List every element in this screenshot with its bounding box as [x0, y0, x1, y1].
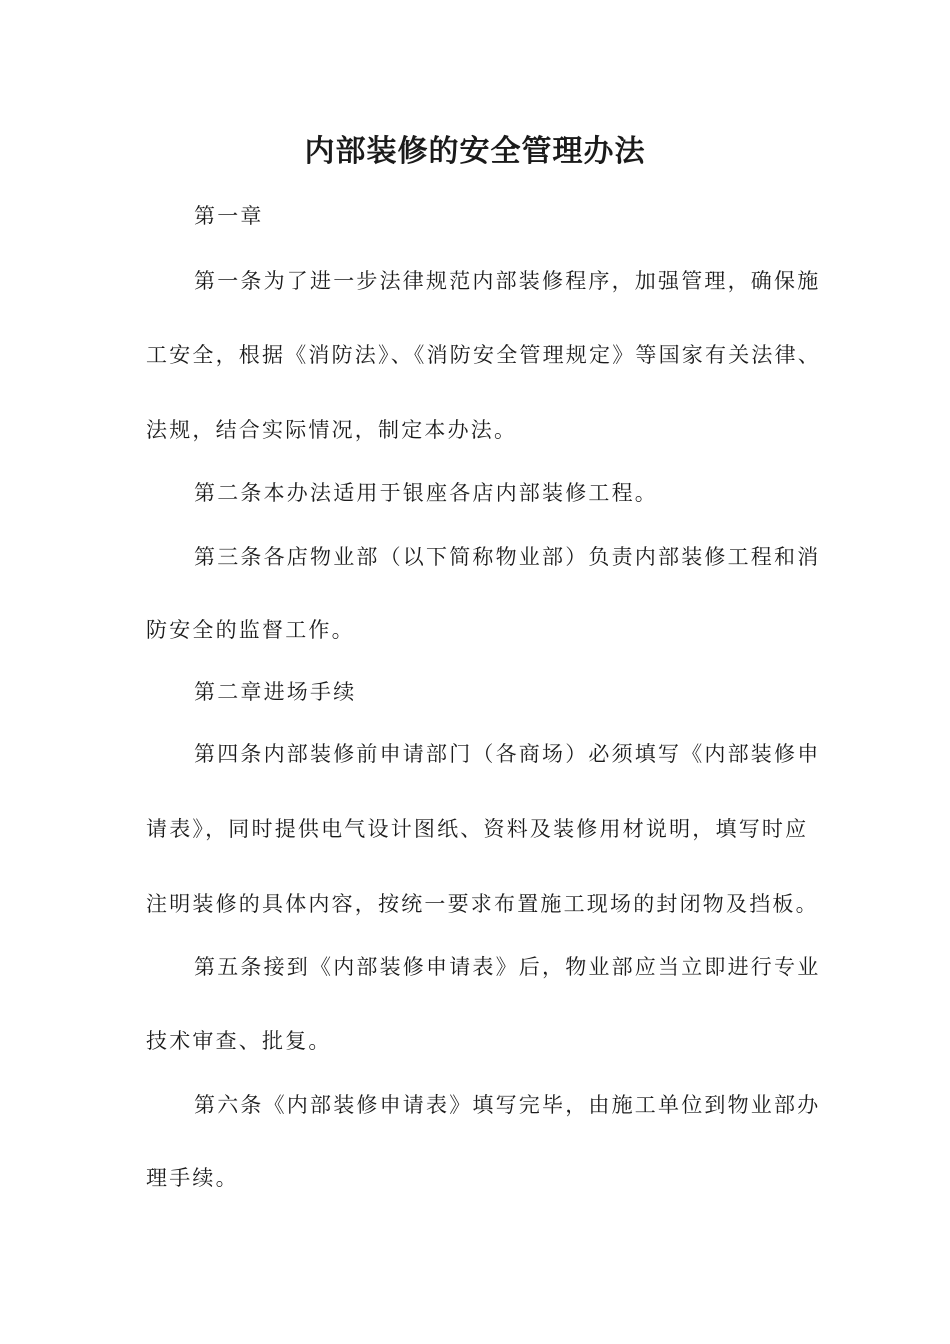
paragraph-line: 第三条各店物业部（以下简称物业部）负责内部装修工程和消 [194, 545, 821, 569]
chapter-heading: 第一章 [194, 204, 264, 228]
paragraph-line: 理手续。 [146, 1166, 239, 1190]
paragraph-line: 法规，结合实际情况，制定本办法。 [146, 418, 518, 442]
paragraph-line: 第四条内部装修前申请部门（各商场）必须填写《内部装修申 [194, 742, 821, 766]
paragraph-line: 第二条本办法适用于银座各店内部装修工程。 [194, 481, 658, 505]
paragraph-line: 第五条接到《内部装修申请表》后，物业部应当立即进行专业 [194, 955, 821, 979]
paragraph-line: 第六条《内部装修申请表》填写完毕，由施工单位到物业部办 [194, 1093, 821, 1117]
paragraph-line: 第一条为了进一步法律规范内部装修程序，加强管理，确保施 [194, 269, 821, 293]
paragraph-line: 请表》，同时提供电气设计图纸、资料及装修用材说明，填写时应 [146, 817, 809, 841]
paragraph-line: 技术审查、批复。 [146, 1029, 332, 1053]
document-title: 内部装修的安全管理办法 [304, 134, 646, 169]
paragraph-line: 注明装修的具体内容，按统一要求布置施工现场的封闭物及挡板。 [146, 892, 819, 916]
paragraph-line: 防安全的监督工作。 [146, 618, 355, 642]
chapter-heading: 第二章进场手续 [194, 680, 357, 704]
paragraph-line: 工安全，根据《消防法》、《消防安全管理规定》等国家有关法律、 [146, 343, 821, 367]
